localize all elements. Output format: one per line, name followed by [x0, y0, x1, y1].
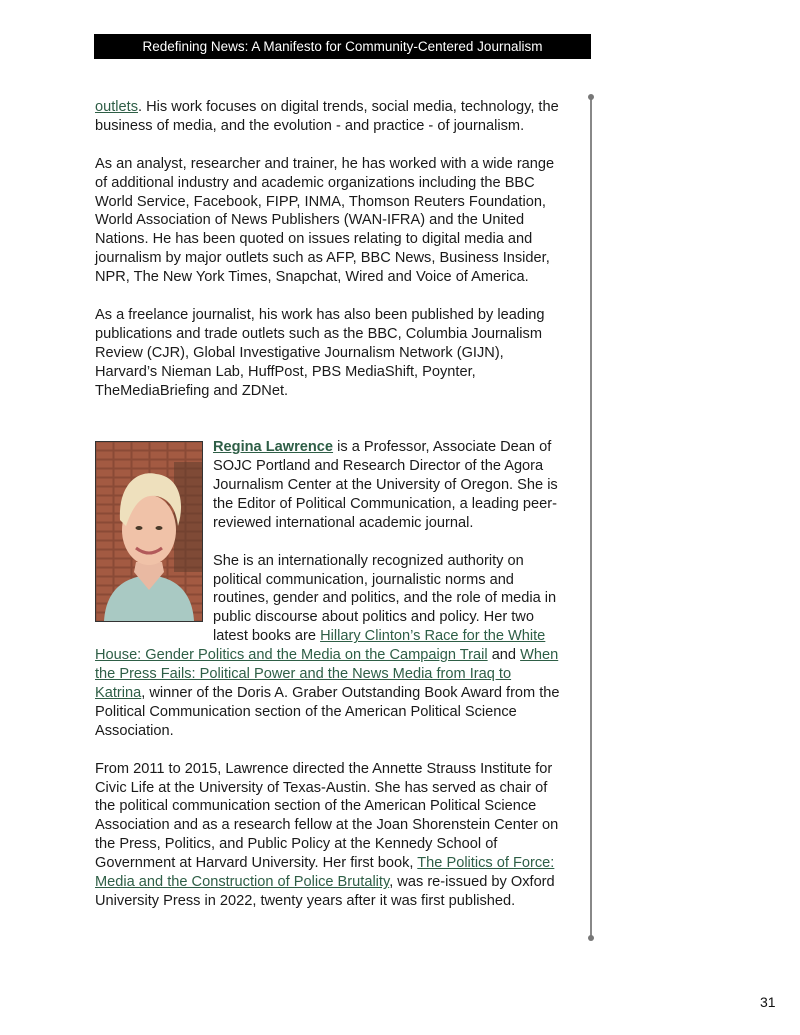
bio2-paragraph-3 [95, 760, 565, 911]
bio1-paragraph-3: As a freelance journalist, his work has also been published by leading publications and trade outlets such as the BBC, Columbia Journalism Review (CJR), Global Investigative Journalism Network (GIJN), Harvard’s Nieman Lab, HuffPost, PBS MediaShift, Poynter, TheMediaBriefing and ZDNet. [95, 306, 545, 399]
running-header-title: Redefining News: A Manifesto for Community-Centered Journalism [142, 39, 543, 54]
regina-lawrence-link[interactable]: Regina Lawrence [213, 439, 334, 456]
rule-top-dot [588, 94, 594, 100]
outlets-link[interactable]: outlets [95, 99, 138, 115]
section-spacer [95, 419, 565, 438]
portrait-illustration [96, 442, 202, 621]
bio2-paragraph-3-text-b: , was re-issued by Oxford University Press in 2022, twenty years after it was first published. [95, 874, 555, 909]
rule-bottom-dot [588, 935, 594, 941]
book-link-when-the-press-fails[interactable]: When the Press Fails: Political Power and the News Media from Iraq to Katrina [95, 647, 559, 702]
bio1-paragraph-1 [95, 98, 565, 136]
page-number: 31 [760, 994, 776, 1010]
bio1-paragraph-1-text: . His work focuses on digital trends, social media, technology, the business of media, and the evolution - and practice - of journalism. [95, 99, 559, 134]
regina-lawrence-photo [95, 441, 203, 622]
book-link-hillary-clinton[interactable]: Hillary Clinton’s Race for the White House: Gender Politics and the Media on the Campaign Trail [95, 628, 546, 664]
book-link-politics-of-force[interactable]: The Politics of Force: Media and the Construction of Police Brutality [95, 855, 555, 891]
bio1-paragraph-2: As an analyst, researcher and trainer, he has worked with a wide range of additional industry and academic organizations including the BBC World Service, Facebook, FIPP, INMA, Thomson Reuters Foundation, World Association of News Publishers (WAN-IFRA) and the United Nations. He has been quoted on issues relating to digital media and journalism by major outlets such as AFP, BBC News, Business Insider, NPR, The New York Times, Snapchat, Wired and Voice of America. [95, 155, 555, 286]
bio2-paragraph-3-text-a: From 2011 to 2015, Lawrence directed the Annette Strauss Institute for Civic Life at the University of Texas-Austin. She has served as chair of the political communication section of the American Political Science Association and as a research fellow at the Joan Shorenstein Center on the Press, Politics, and Public Policy at the Kennedy School of Government at Harvard University. Her first book, [95, 760, 559, 872]
running-header [94, 34, 591, 59]
bio2-paragraph-1-text: is a Professor, Associate Dean of SOJC Portland and Research Director of the Agora Journalism Center at the University of Oregon. She is the Editor of Political Communication, a leading peer-reviewed international academic journal. [213, 439, 558, 531]
bio2-paragraph-2-text-c: , winner of the Doris A. Graber Outstanding Book Award from the Political Communication section of the American Political Science Association. [95, 685, 560, 739]
bio2-paragraph-2-text-a: She is an internationally recognized authority on political communication, journalistic norms and routines, gender and politics, and the role of media in public discourse about politics and policy. Her two latest books are [213, 552, 557, 645]
bio2-paragraph-2-text-b: and [487, 647, 521, 664]
main-content [95, 98, 565, 930]
margin-rule [590, 97, 592, 938]
